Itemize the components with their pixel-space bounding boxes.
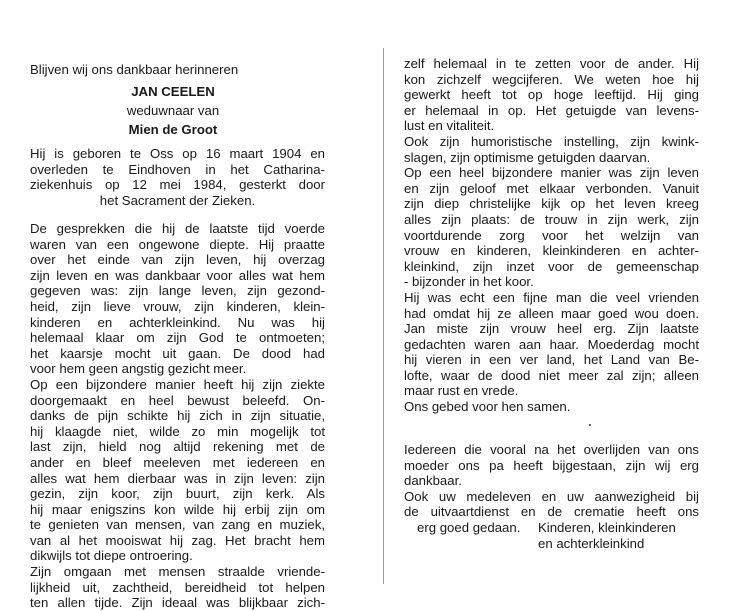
paragraph-dedication [404, 56, 699, 415]
text-line: vrouw en kinderen, kleinkinderen en achter- [404, 243, 699, 259]
birth-line: ziekenhuis op 12 mei 1984, gesterkt door [30, 177, 325, 193]
text-line: erg goed gedaan. [417, 519, 521, 535]
text-line: kleinkind, zijn inzet voor de gemeenschap [404, 258, 699, 274]
text-line: zelf helemaal in te zetten voor de ander. Hij [404, 56, 699, 71]
signature-line: Kinderen, kleinkinderen [538, 520, 676, 535]
intro-line: Blijven wij ons dankbaar herinneren [30, 62, 239, 77]
column-divider [383, 48, 384, 584]
text-line: alles zijn plaats: de trouw in zijn werk, zijn [404, 211, 699, 227]
text-line: danks de pijn schikte hij zich in zijn situatie, [30, 408, 325, 424]
text-line: zijn leven en was dankbaar voor alles wat hem [30, 267, 325, 283]
text-line: kinderen en achterkleinkind. Nu was hij [30, 314, 325, 330]
text-line: en zijn geloof met elkaar verbonden. Vanuit [404, 180, 699, 196]
text-line: het kaarsje mocht uit gaan. De dood had [30, 345, 325, 361]
text-line: Hij was echt een fijne man die veel vrienden [404, 289, 699, 305]
text-line: gezin, zijn koor, zijn buurt, zijn kerk. Als [30, 486, 325, 502]
text-line: over het einde van zijn leven, hij overzag [30, 252, 325, 268]
signature-line: en achterkleinkind [538, 535, 645, 551]
birth-line: overleden te Eindhoven in het Catharina- [30, 161, 325, 177]
text-line: slagen, zijn optimisme getuigden daarvan. [404, 149, 651, 165]
text-line: hij klaagde niet, wilde zo min mogelijk tot [30, 423, 325, 439]
text-line: van al het mooiswat hij zag. Het bracht hem [30, 532, 325, 548]
text-line: helemaal klaar om zijn God te ontmoeten; [30, 330, 325, 346]
text-line: Jan miste zijn vrouw heel erg. Zijn laatste [404, 321, 699, 337]
text-line: had omdat hij ze alleen maar goed wou doen. [404, 305, 699, 321]
text-line: moeder ons pa heeft bijgestaan, zijn wij erg [404, 457, 699, 473]
text-line: er helemaal in op. Het getuigde van levens- [404, 102, 699, 118]
text-line: Ook zijn humoristische instelling, zijn kwink- [404, 133, 699, 149]
text-line: zijn diep christelijke kijk op het leven kreeg [404, 196, 699, 212]
signature-block [404, 520, 704, 551]
spouse-name: Mien de Groot [128, 122, 218, 137]
text-line: de uitvaartdienst en de crematie heeft ons [404, 504, 699, 520]
text-line: gegeven was: zijn lange leven, zijn gezond- [30, 283, 325, 299]
text-line: hij maar enigszins kon wilde hij erbij zijn om [30, 501, 325, 517]
deceased-name: JAN CEELEN [131, 84, 215, 99]
text-line: - bijzonder in het koor. [404, 274, 534, 290]
prayer-line: Ons gebed voor hen samen. [404, 399, 571, 415]
relation-line: weduwnaar van [126, 103, 220, 118]
text-line: lofte, waar de dood niet meer zal zijn; alleen [404, 367, 699, 383]
text-line: Ook uw medeleven en uw aanwezigheid bij [404, 488, 699, 504]
text-line: kon zichzelf wegcijferen. We weten hoe hij [404, 71, 699, 87]
text-line: ten allen tijde. Zijn ideaal was blijkbaar zich- [30, 595, 325, 611]
text-line: lijkheid uit, zachtheid, bereidheid tot helpen [30, 579, 325, 595]
text-line: voor hem geen angstig gezicht meer. [30, 361, 247, 377]
text-line: maar rust en vrede. [404, 383, 519, 399]
text-line: gedachten waren aan haar. Moederdag mocht [404, 336, 699, 352]
text-line: voortdurende zorg voor het welzijn van [404, 227, 699, 243]
text-line: dankbaar. [404, 473, 462, 489]
text-line: lust en vitaliteit. [404, 118, 495, 134]
birth-line: het Sacrament der Zieken. [99, 192, 256, 208]
text-line: alles wat hem dierbaar was in zijn leven: zijn [30, 470, 325, 486]
birth-line: Hij is geboren te Oss op 16 maart 1904 en [30, 146, 325, 161]
text-line: waren van een ongewone diepte. Hij praatte [30, 236, 325, 252]
text-line: Iedereen die vooral na het overlijden van ons [404, 442, 699, 457]
text-line: dikwijls tot diepe ontroering. [30, 548, 193, 564]
text-line: Op een heel bijzondere manier was zijn leven [404, 165, 699, 181]
text-line: te genieten van mensen, van zang en muziek, [30, 517, 325, 533]
text-line: ander en bleef meeleven met iedereen en [30, 454, 325, 470]
paragraph-conversations [30, 221, 325, 611]
text-line: Op een bijzondere manier heeft hij zijn ziekte [30, 376, 325, 392]
text-line: De gesprekken die hij de laatste tijd voerde [30, 221, 325, 236]
text-line: last zijn, hield nog altijd rekening met de [30, 439, 325, 455]
text-line: Zijn omgaan met mensen straalde vriende- [30, 564, 325, 580]
text-line: gewerkt heeft tot op hoge leeftijd. Hij ging [404, 87, 699, 103]
print-speck [589, 424, 591, 426]
text-line: hij vieren in een ver land, het Land van Be- [404, 352, 699, 368]
text-line: heid, zijn lieve vrouw, zijn kinderen, klein- [30, 298, 325, 314]
text-line: doorgemaakt en heel bewust beleefd. On- [30, 392, 325, 408]
birth-death-block [30, 146, 325, 208]
